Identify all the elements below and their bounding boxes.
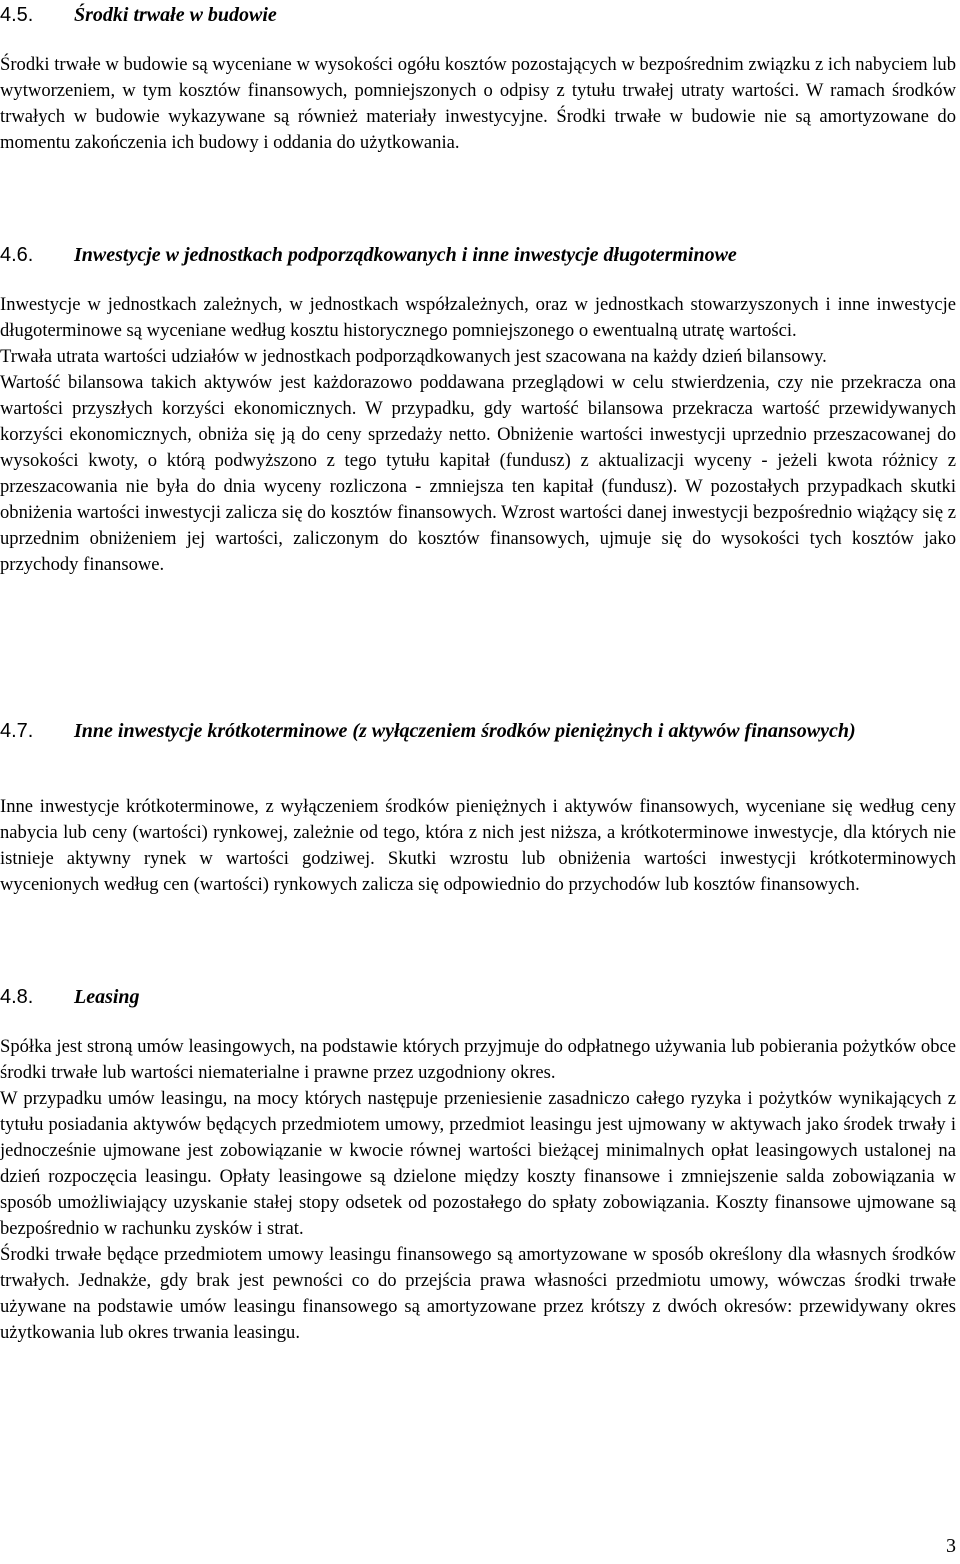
paragraph: Środki trwałe w budowie są wyceniane w wysokości ogółu kosztów pozostających w bezpośrednim związku z ich nabyciem lub wytworzeniem, w tym kosztów finansowych, pomniejszonych o odpisy z tytułu trwałej utraty wartości. W ramach środków trwałych w budowie wykazywane są również materiały inwestycyjne. Środki trwałe w budowie nie są amortyzowane do momentu zakończenia ich budowy i oddania do użytkowania. [0,54,956,153]
paragraph: W przypadku umów leasingu, na mocy których następuje przeniesienie zasadniczo całego ryzyka i pożytków wynikających z tytułu posiadania aktywów będących przedmiotem umowy, przedmiot leasingu jest ujmowany w aktywach jako środek trwały i jednocześnie ujmowane jest zobowiązanie w kwocie równej wartości bieżącej minimalnych opłat leasingowych ustalonej na dzień rozpoczęcia leasingu. Opłaty leasingowe są dzielone między koszty finansowe i zmniejszenie salda zobowiązania w sposób umożliwiający uzyskanie stałej stopy odsetek od pozostałego do spłaty zobowiązania. Koszty finansowe ujmowane są bezpośrednio w rachunku zysków i strat. [0,1088,956,1239]
section-4-6 [0,242,956,578]
section-title: Środki trwałe w budowie [74,4,277,26]
section-heading [0,984,956,1014]
paragraph: Spółka jest stroną umów leasingowych, na podstawie których przyjmuje do odpłatnego używania lub pobierania pożytków obce środki trwałe lub wartości niematerialne i prawne przez uzgodniony okres. [0,1036,956,1083]
paragraph: Trwała utrata wartości udziałów w jednostkach podporządkowanych jest szacowana na każdy dzień bilansowy. [0,346,827,367]
paragraph: Wartość bilansowa takich aktywów jest każdorazowo poddawana przeglądowi w celu stwierdzenia, czy nie przekracza ona wartości przyszłych korzyści ekonomicznych. W przypadku, gdy wartość bilansowa przekracza wartość przewidywanych korzyści ekonomicznych, obniża się ją do ceny sprzedaży netto. Obniżenie wartości inwestycji uprzednio przeszacowanej do wysokości kwoty, o którą podwyższono z tego tytułu kapitał (fundusz) z aktualizacji wyceny - jeżeli kwota różnicy z przeszacowania nie była do dnia wyceny rozliczona - zmniejsza ten kapitał (fundusz). W pozostałych przypadkach skutki obniżenia wartości inwestycji zalicza się do kosztów finansowych. Wzrost wartości danej inwestycji bezpośrednio wiążący się z uprzednim obniżeniem jej wartości, zaliczonym do kosztów finansowych, ujmuje się do wysokości tych kosztów jako przychody finansowe. [0,372,956,575]
section-4-5 [0,2,956,156]
section-heading [0,242,956,272]
section-4-8 [0,984,956,1346]
page-number: 3 [946,1535,956,1557]
paragraph: Środki trwałe będące przedmiotem umowy leasingu finansowego są amortyzowane w sposób określony dla własnych środków trwałych. Jednakże, gdy brak jest pewności co do przejścia prawa własności przedmiotu umowy, wówczas środki trwałe używane na podstawie umów leasingu finansowego są amortyzowane przez krótszy z dwóch okresów: przewidywany okres użytkowania lub okres trwania leasingu. [0,1244,956,1343]
section-number: 4.8. [0,986,34,1008]
section-heading [0,2,956,32]
section-number: 4.5. [0,4,34,26]
paragraph: Inwestycje w jednostkach zależnych, w jednostkach współzależnych, oraz w jednostkach stowarzyszonych i inne inwestycje długoterminowe są wyceniane według kosztu historycznego pomniejszonego o ewentualną utratę wartości. [0,294,956,341]
paragraph: Inne inwestycje krótkoterminowe, z wyłączeniem środków pieniężnych i aktywów finansowych, wyceniane się według ceny nabycia lub ceny (wartości) rynkowej, zależnie od tego, która z nich jest niższa, a krótkoterminowe inwestycje, dla których nie istnieje aktywny rynek w wartości godziwej. Skutki wzrostu lub obniżenia wartości inwestycji krótkoterminowych wycenionych według cen (wartości) rynkowych zalicza się odpowiednio do przychodów lub kosztów finansowych. [0,796,956,895]
section-title: Inwestycje w jednostkach podporządkowanych i inne inwestycje długoterminowe [74,244,737,266]
section-4-7 [0,718,956,898]
section-number: 4.7. [0,720,34,742]
section-title: Leasing [74,986,140,1008]
section-number: 4.6. [0,244,34,266]
section-title: Inne inwestycje krótkoterminowe (z wyłączeniem środków pieniężnych i aktywów finansowych) [74,720,856,742]
section-heading [0,718,956,774]
